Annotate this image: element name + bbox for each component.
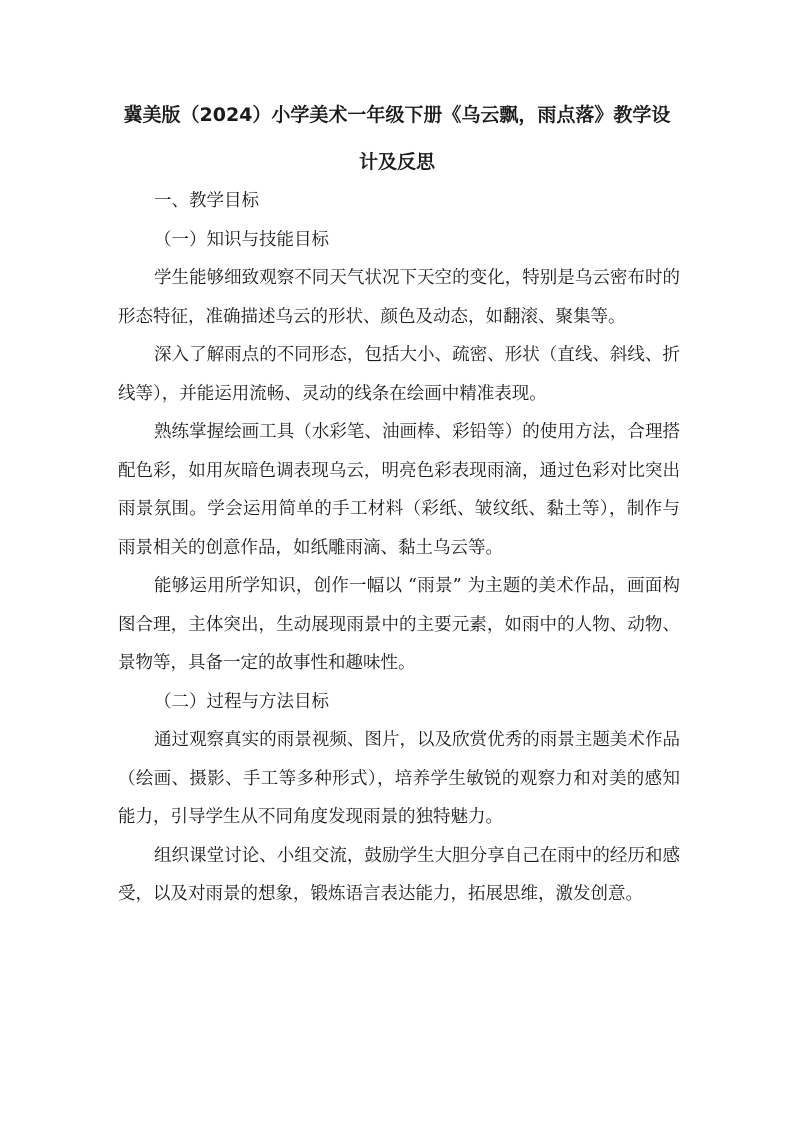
body-paragraph: 学生能够细致观察不同天气状况下天空的变化，特别是乌云密布时的形态特征，准确描述乌云的形状、颜色及动态，如翻滚、聚集等。 [118, 268, 680, 327]
document-title: 冀美版（2024）小学美术一年级下册《乌云飘，雨点落》教学设计及反思 [123, 104, 671, 173]
subsection-heading: （一）知识与技能目标 [154, 229, 329, 250]
section-heading: 一、教学目标 [154, 191, 259, 211]
body-paragraph: 能够运用所学知识，创作一幅以 “雨景” 为主题的美术作品，画面构图合理，主体突出，生动展现雨景中的主要元素，如雨中的人物、动物、景物等，具备一定的故事性和趣味性。 [118, 576, 680, 673]
subsection-heading: （二）过程与方法目标 [154, 691, 329, 712]
body-paragraph: 熟练掌握绘画工具（水彩笔、油画棒、彩铅等）的使用方法，合理搭配色彩，如用灰暗色调表现乌云，明亮色彩表现雨滴，通过色彩对比突出雨景氛围。学会运用简单的手工材料（彩纸、皱纹纸、黏土等），制作与雨景相关的创意作品，如纸雕雨滴、黏土乌云等。 [118, 422, 680, 558]
body-paragraph: 深入了解雨点的不同形态，包括大小、疏密、形状（直线、斜线、折线等），并能运用流畅、灵动的线条在绘画中精准表现。 [118, 345, 680, 404]
body-paragraph: 通过观察真实的雨景视频、图片，以及欣赏优秀的雨景主题美术作品（绘画、摄影、手工等多种形式），培养学生敏锐的观察力和对美的感知能力，引导学生从不同角度发现雨景的独特魅力。 [118, 730, 680, 827]
document-body [118, 182, 680, 914]
body-paragraph: 组织课堂讨论、小组交流，鼓励学生大胆分享自己在雨中的经历和感受，以及对雨景的想象，锻炼语言表达能力，拓展思维，激发创意。 [118, 845, 680, 904]
